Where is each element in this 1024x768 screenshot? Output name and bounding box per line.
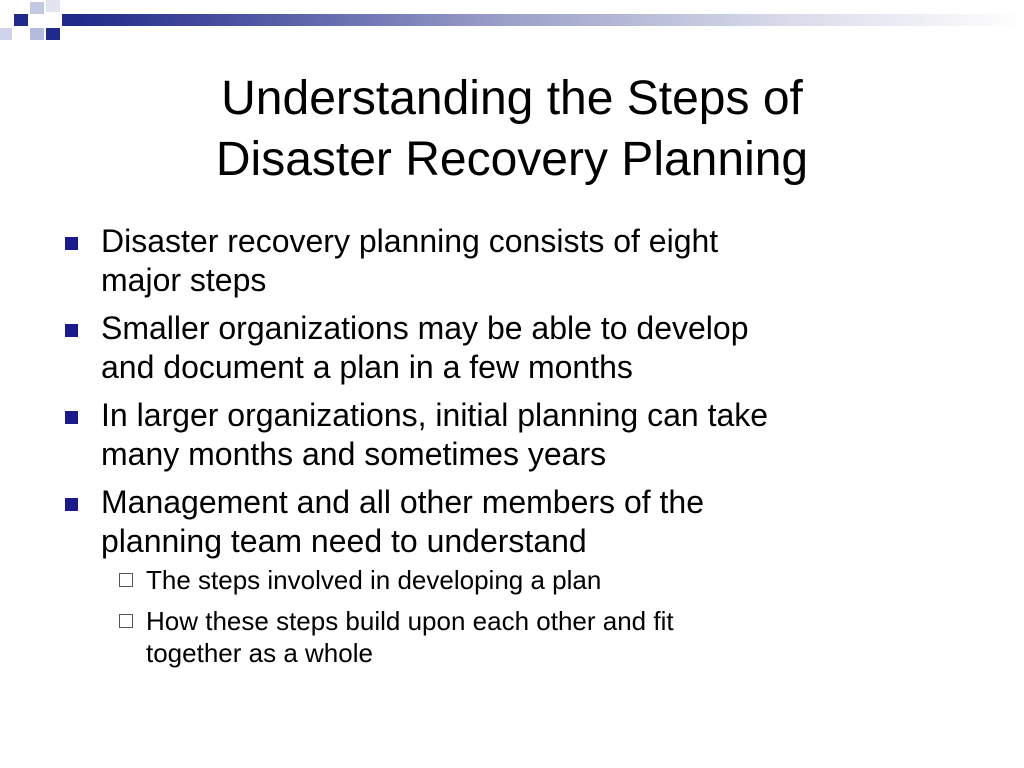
bullet-text: In larger organizations, initial planning can take bbox=[101, 397, 769, 433]
decor-square bbox=[30, 28, 44, 40]
sub-bullet-text: The steps involved in developing a plan bbox=[146, 565, 602, 595]
bullet-text: many months and sometimes years bbox=[101, 436, 607, 472]
hollow-square-bullet-icon bbox=[119, 614, 133, 628]
decor-square bbox=[46, 28, 60, 40]
sub-bullet-list bbox=[101, 564, 960, 669]
decor-square bbox=[46, 0, 60, 12]
header-gradient-bar bbox=[76, 14, 1024, 26]
square-bullet-icon bbox=[65, 411, 78, 424]
sub-bullet-item bbox=[101, 564, 960, 596]
bullet-item bbox=[60, 222, 960, 300]
decor-square bbox=[30, 2, 44, 14]
decor-square bbox=[14, 14, 28, 26]
bullet-text: major steps bbox=[101, 262, 267, 298]
decor-square bbox=[62, 14, 76, 26]
bullet-item bbox=[60, 483, 960, 669]
bullet-text: and document a plan in a few months bbox=[101, 349, 633, 385]
bullet-text: Disaster recovery planning consists of eight bbox=[101, 223, 719, 259]
sub-bullet-text: together as a whole bbox=[146, 638, 373, 668]
sub-bullet-item bbox=[101, 605, 960, 669]
title-line: Understanding the Steps of bbox=[221, 72, 803, 125]
sub-bullet-text: How these steps build upon each other and fit bbox=[146, 606, 674, 636]
square-bullet-icon bbox=[65, 498, 78, 511]
square-bullet-icon bbox=[65, 324, 78, 337]
bullet-list bbox=[60, 222, 960, 678]
square-bullet-icon bbox=[65, 237, 78, 250]
title-line: Disaster Recovery Planning bbox=[215, 133, 809, 186]
bullet-text: Management and all other members of the bbox=[101, 484, 704, 520]
slide-header-decoration bbox=[0, 0, 1024, 40]
slide-title bbox=[120, 68, 904, 190]
bullet-item bbox=[60, 309, 960, 387]
bullet-text: planning team need to understand bbox=[101, 523, 587, 559]
decor-square bbox=[0, 28, 12, 40]
hollow-square-bullet-icon bbox=[119, 573, 133, 587]
bullet-item bbox=[60, 396, 960, 474]
bullet-text: Smaller organizations may be able to develop bbox=[101, 310, 749, 346]
